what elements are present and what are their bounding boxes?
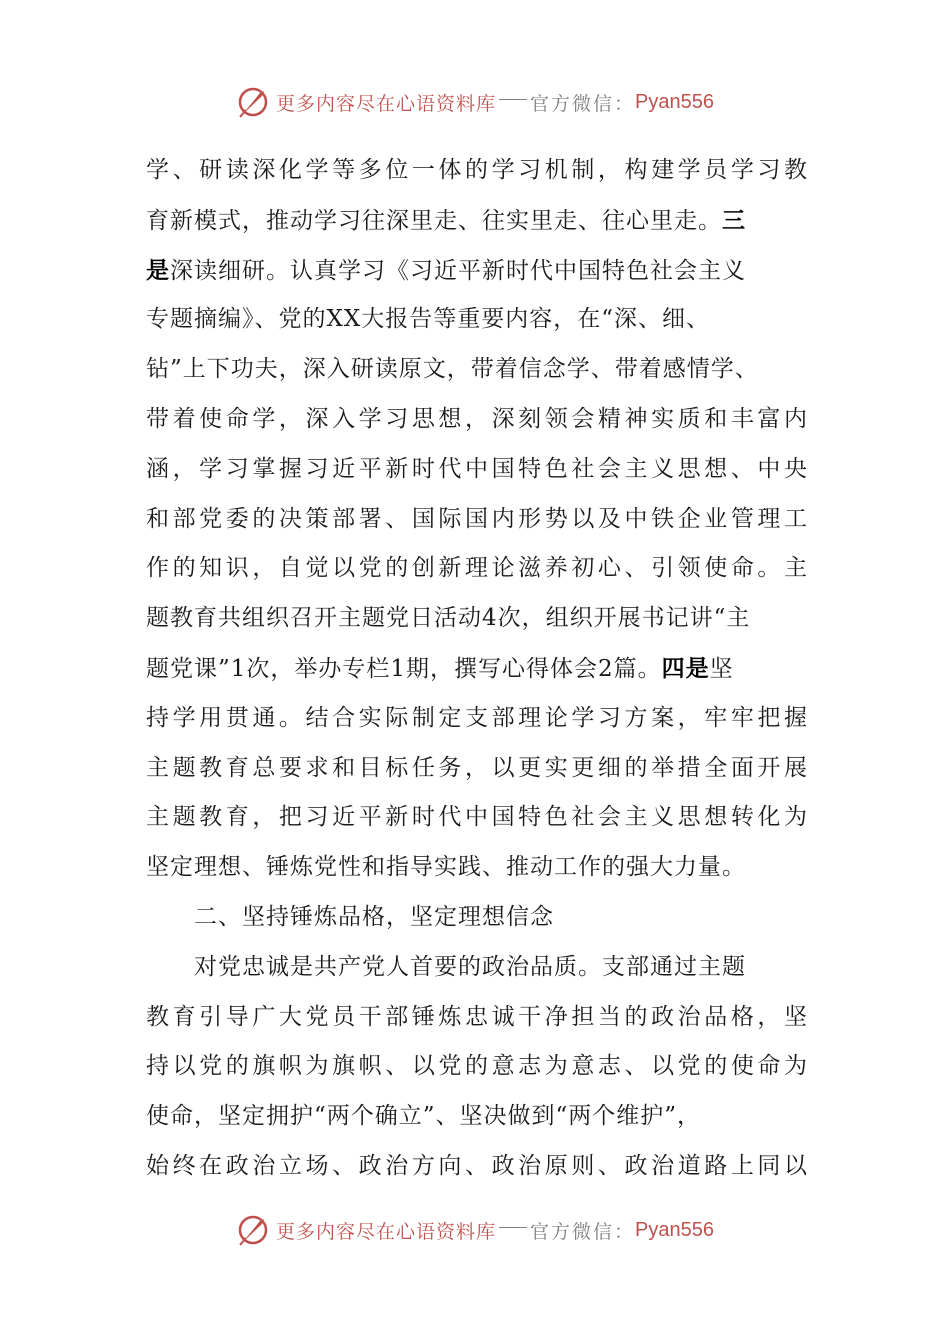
body-text xyxy=(146,146,808,1192)
text-span: 育新模式，推动学习往深里走、往实里走、往心里走。 xyxy=(146,207,722,234)
text-span: 深读细研。认真学习《习近平新时代中国特色社会主义 xyxy=(170,257,746,284)
text-span: 题党课”1次，举办专栏1期，撰写心得体会2篇。 xyxy=(146,655,662,682)
text-line: 主题教育，把习近平新时代中国特色社会主义思想转化为 xyxy=(146,804,808,831)
banner-dash xyxy=(499,99,527,100)
bold-marker: 是 xyxy=(146,256,170,284)
wechat-id: Pyan556 xyxy=(635,90,714,113)
text-line: 使命，坚定拥护“两个确立”、坚决做到“两个维护”， xyxy=(146,1103,702,1130)
text-line: 始终在政治立场、政治方向、政治原则、政治道路上同以 xyxy=(146,1152,808,1179)
text-line: 作的知识，自觉以党的创新理论滋养初心、引领使命。主 xyxy=(146,555,808,582)
quill-logo-icon xyxy=(236,85,270,119)
text-line xyxy=(146,196,808,246)
text-span: 坚 xyxy=(709,655,734,682)
section-heading: 二、坚持锤炼品格，坚定理想信念 xyxy=(194,903,554,930)
promo-text: 更多内容尽在心语资料库 xyxy=(276,92,497,115)
wechat-label: 官方微信： xyxy=(530,92,636,115)
text-line xyxy=(146,246,808,296)
wechat-id: Pyan556 xyxy=(635,1218,714,1241)
text-line: 带着使命学，深入学习思想，深刻领会精神实质和丰富内 xyxy=(146,405,808,432)
text-line: 学、研读深化学等多位一体的学习机制，构建学员学习教 xyxy=(146,157,808,183)
header-banner xyxy=(0,82,950,122)
banner-dash xyxy=(499,1227,527,1228)
text-line: 对党忠诚是共产党人首要的政治品质。支部通过主题 xyxy=(194,953,746,980)
wechat-label: 官方微信： xyxy=(530,1220,636,1243)
bold-marker: 四是 xyxy=(661,654,710,682)
text-line: 钻”上下功夫，深入研读原文，带着信念学、带着感情学、 xyxy=(146,356,759,383)
footer-banner xyxy=(0,1210,950,1250)
text-line: 专题摘编》、党的XX大报告等重要内容，在“深、细、 xyxy=(146,306,711,333)
promo-text: 更多内容尽在心语资料库 xyxy=(276,1220,497,1243)
text-line: 坚定理想、锤炼党性和指导实践、推动工作的强大力量。 xyxy=(146,854,746,881)
text-line xyxy=(146,644,808,694)
text-line: 持学用贯通。结合实际制定支部理论学习方案，牢牢把握 xyxy=(146,704,808,731)
bold-marker: 三 xyxy=(722,206,746,234)
text-line: 主题教育总要求和目标任务，以更实更细的举措全面开展 xyxy=(146,754,808,781)
quill-logo-icon xyxy=(236,1213,270,1247)
text-line: 和部党委的决策部署、国际国内形势以及中铁企业管理工 xyxy=(146,505,808,532)
text-line: 持以党的旗帜为旗帜、以党的意志为意志、以党的使命为 xyxy=(146,1053,808,1080)
text-line: 涵，学习掌握习近平新时代中国特色社会主义思想、中央 xyxy=(146,455,808,482)
text-line: 题教育共组织召开主题党日活动4次，组织开展书记讲“主 xyxy=(146,605,751,632)
text-line: 教育引导广大党员干部锤炼忠诚干净担当的政治品格，坚 xyxy=(146,1003,808,1030)
